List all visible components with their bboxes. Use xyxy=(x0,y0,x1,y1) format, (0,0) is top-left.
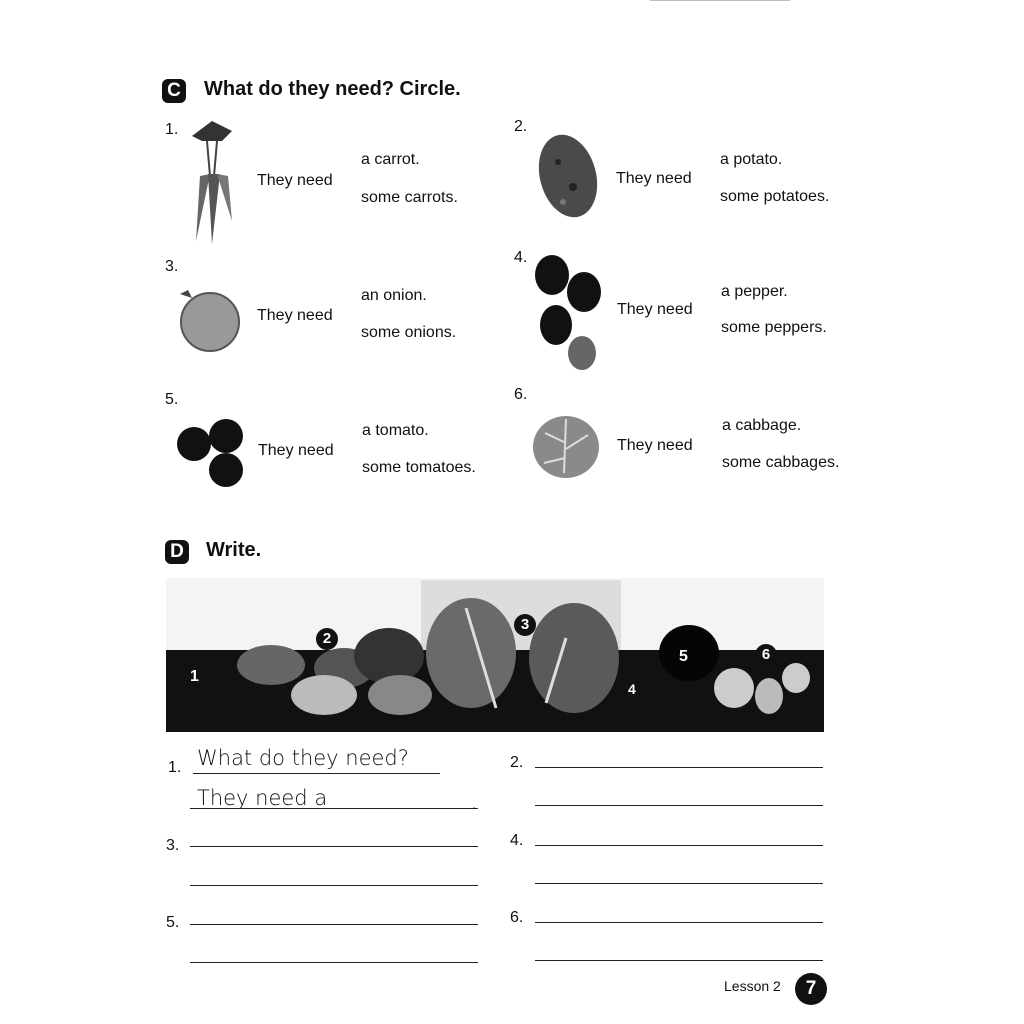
section-d-title: Write. xyxy=(206,539,262,561)
answer-line[interactable] xyxy=(190,885,478,886)
write-number-3: 3. xyxy=(166,837,180,854)
option-b[interactable]: some peppers. xyxy=(721,319,827,336)
item-number: 3. xyxy=(165,258,179,275)
option-b[interactable]: some cabbages. xyxy=(722,454,840,471)
option-a[interactable]: a tomato. xyxy=(362,422,429,439)
answer-line[interactable] xyxy=(535,767,823,768)
answer-line[interactable] xyxy=(190,924,478,925)
top-rule xyxy=(650,0,790,1)
answer-line[interactable] xyxy=(190,962,478,963)
write-number-5: 5. xyxy=(166,914,180,931)
option-a[interactable]: an onion. xyxy=(361,287,427,304)
option-a[interactable]: a carrot. xyxy=(361,151,420,168)
answer-line[interactable] xyxy=(535,960,823,961)
answer-line[interactable] xyxy=(190,846,478,847)
page-number: 7 xyxy=(795,973,827,1005)
carrots-picture xyxy=(182,116,242,246)
cabbage-picture xyxy=(530,413,602,481)
option-b[interactable]: some tomatoes. xyxy=(362,459,476,476)
item-number: 5. xyxy=(165,391,179,408)
section-c-badge: C xyxy=(162,79,186,103)
tomatoes-picture xyxy=(174,416,248,490)
lesson-label: Lesson 2 xyxy=(724,978,781,994)
scene-label-6: 6 xyxy=(755,644,777,666)
item-number: 2. xyxy=(514,118,528,135)
they-need-label: They need xyxy=(617,437,693,454)
answer-line[interactable] xyxy=(535,805,823,806)
option-a[interactable]: a potato. xyxy=(720,151,783,168)
example-period: . xyxy=(472,796,476,812)
scene-label-1: 1 xyxy=(190,668,199,685)
example-question: What do they need? xyxy=(197,746,409,770)
they-need-label: They need xyxy=(257,307,333,324)
scene-label-2: 2 xyxy=(316,628,338,650)
onion-picture xyxy=(172,282,244,354)
scene-label-4: 4 xyxy=(628,681,636,697)
scene-label-5: 5 xyxy=(679,648,688,665)
option-a[interactable]: a cabbage. xyxy=(722,417,802,434)
option-a[interactable]: a pepper. xyxy=(721,283,788,300)
potato-picture xyxy=(533,132,603,222)
answer-line[interactable] xyxy=(535,922,823,923)
item-number: 4. xyxy=(514,249,528,266)
answer-line[interactable] xyxy=(535,883,823,884)
write-number-2: 2. xyxy=(510,754,524,771)
scene-label-3: 3 xyxy=(514,614,536,636)
they-need-label: They need xyxy=(616,170,692,187)
write-number-1: 1. xyxy=(168,759,182,776)
option-b[interactable]: some carrots. xyxy=(361,189,458,206)
answer-line xyxy=(193,773,440,774)
they-need-label: They need xyxy=(258,442,334,459)
vegetable-scene xyxy=(166,578,824,732)
item-number: 6. xyxy=(514,386,528,403)
they-need-label: They need xyxy=(617,301,693,318)
option-b[interactable]: some potatoes. xyxy=(720,188,830,205)
write-number-6: 6. xyxy=(510,909,524,926)
write-number-4: 4. xyxy=(510,832,524,849)
option-b[interactable]: some onions. xyxy=(361,324,457,341)
section-d-badge: D xyxy=(165,540,189,564)
item-number: 1. xyxy=(165,121,179,138)
answer-line[interactable] xyxy=(535,845,823,846)
section-c-title: What do they need? Circle. xyxy=(204,78,461,100)
answer-line[interactable] xyxy=(190,808,478,809)
they-need-label: They need xyxy=(257,172,333,189)
example-answer: They need a xyxy=(197,786,328,810)
peppers-picture xyxy=(532,250,604,372)
